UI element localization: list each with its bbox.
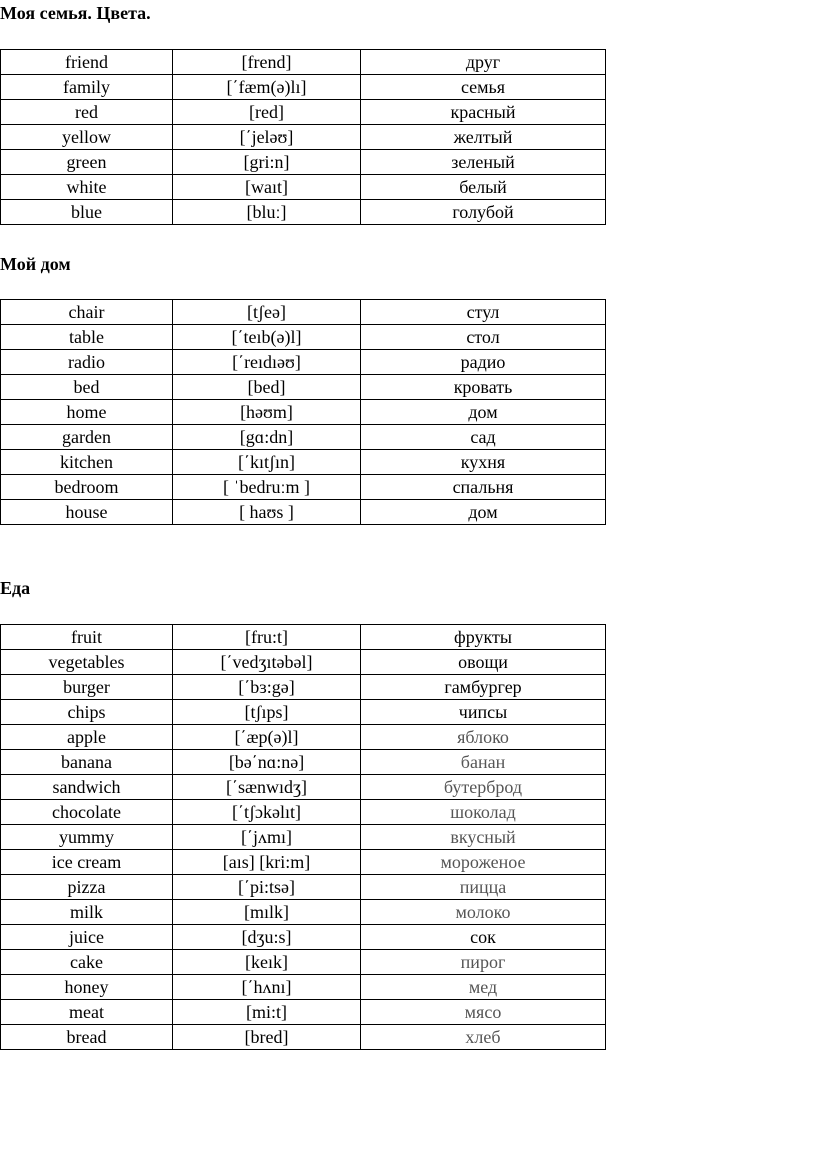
english-word-cell: banana	[1, 750, 173, 775]
russian-translation-cell: гамбургер	[361, 675, 606, 700]
transcription-cell: [tʃıps]	[173, 700, 361, 725]
russian-translation-cell: банан	[361, 750, 606, 775]
transcription-cell: [΄teıb(ə)l]	[173, 325, 361, 350]
russian-translation-cell: фрукты	[361, 625, 606, 650]
table-row	[1, 850, 606, 875]
russian-translation-cell: яблоко	[361, 725, 606, 750]
russian-translation-cell: бутерброд	[361, 775, 606, 800]
table-row	[1, 800, 606, 825]
transcription-cell: [΄fæm(ə)lı]	[173, 75, 361, 100]
english-word-cell: fruit	[1, 625, 173, 650]
transcription-cell: [frend]	[173, 50, 361, 75]
transcription-cell: [΄jʌmı]	[173, 825, 361, 850]
table-row	[1, 900, 606, 925]
russian-translation-cell: сад	[361, 425, 606, 450]
section-heading-family-colors: Моя семья. Цвета.	[0, 3, 151, 23]
english-word-cell: white	[1, 175, 173, 200]
table-row	[1, 775, 606, 800]
transcription-cell: [΄jeləʊ]	[173, 125, 361, 150]
table-row	[1, 150, 606, 175]
english-word-cell: kitchen	[1, 450, 173, 475]
table-row	[1, 100, 606, 125]
transcription-cell: [bə΄nɑ:nə]	[173, 750, 361, 775]
english-word-cell: pizza	[1, 875, 173, 900]
table-row	[1, 875, 606, 900]
russian-translation-cell: мед	[361, 975, 606, 1000]
table-row	[1, 1000, 606, 1025]
english-word-cell: meat	[1, 1000, 173, 1025]
russian-translation-cell: голубой	[361, 200, 606, 225]
table-row	[1, 450, 606, 475]
vocab-table-my-home	[0, 299, 606, 525]
english-word-cell: red	[1, 100, 173, 125]
section-heading-food: Еда	[0, 578, 31, 598]
transcription-cell: [΄reıdıəʊ]	[173, 350, 361, 375]
table-row	[1, 475, 606, 500]
english-word-cell: home	[1, 400, 173, 425]
english-word-cell: vegetables	[1, 650, 173, 675]
english-word-cell: chips	[1, 700, 173, 725]
english-word-cell: bread	[1, 1025, 173, 1050]
transcription-cell: [gɑ:dn]	[173, 425, 361, 450]
table-row	[1, 425, 606, 450]
english-word-cell: table	[1, 325, 173, 350]
transcription-cell: [΄pi:tsə]	[173, 875, 361, 900]
russian-translation-cell: вкусный	[361, 825, 606, 850]
vocab-table-family-colors	[0, 49, 606, 225]
table-row	[1, 650, 606, 675]
section-heading-my-home: Мой дом	[0, 254, 71, 274]
transcription-cell: [tʃeə]	[173, 300, 361, 325]
transcription-cell: [fru:t]	[173, 625, 361, 650]
table-row	[1, 925, 606, 950]
russian-translation-cell: зеленый	[361, 150, 606, 175]
english-word-cell: apple	[1, 725, 173, 750]
transcription-cell: [aıs] [kri:m]	[173, 850, 361, 875]
transcription-cell: [waıt]	[173, 175, 361, 200]
russian-translation-cell: дом	[361, 500, 606, 525]
english-word-cell: juice	[1, 925, 173, 950]
transcription-cell: [red]	[173, 100, 361, 125]
transcription-cell: [bed]	[173, 375, 361, 400]
english-word-cell: garden	[1, 425, 173, 450]
table-row	[1, 675, 606, 700]
russian-translation-cell: молоко	[361, 900, 606, 925]
russian-translation-cell: семья	[361, 75, 606, 100]
english-word-cell: burger	[1, 675, 173, 700]
russian-translation-cell: пицца	[361, 875, 606, 900]
russian-translation-cell: друг	[361, 50, 606, 75]
transcription-cell: [keık]	[173, 950, 361, 975]
russian-translation-cell: овощи	[361, 650, 606, 675]
table-row	[1, 625, 606, 650]
english-word-cell: green	[1, 150, 173, 175]
russian-translation-cell: чипсы	[361, 700, 606, 725]
transcription-cell: [gri:n]	[173, 150, 361, 175]
russian-translation-cell: радио	[361, 350, 606, 375]
russian-translation-cell: мясо	[361, 1000, 606, 1025]
transcription-cell: [ ˈbedruːm ]	[173, 475, 361, 500]
table-row	[1, 400, 606, 425]
transcription-cell: [bluː]	[173, 200, 361, 225]
english-word-cell: chocolate	[1, 800, 173, 825]
russian-translation-cell: мороженое	[361, 850, 606, 875]
transcription-cell: [dʒu:s]	[173, 925, 361, 950]
english-word-cell: yellow	[1, 125, 173, 150]
russian-translation-cell: белый	[361, 175, 606, 200]
russian-translation-cell: красный	[361, 100, 606, 125]
english-word-cell: family	[1, 75, 173, 100]
transcription-cell: [həʊm]	[173, 400, 361, 425]
russian-translation-cell: стол	[361, 325, 606, 350]
table-row	[1, 1025, 606, 1050]
russian-translation-cell: кухня	[361, 450, 606, 475]
table-row	[1, 700, 606, 725]
transcription-cell: [΄sænwıdʒ]	[173, 775, 361, 800]
russian-translation-cell: дом	[361, 400, 606, 425]
russian-translation-cell: шоколад	[361, 800, 606, 825]
russian-translation-cell: пирог	[361, 950, 606, 975]
vocab-table-food	[0, 624, 606, 1050]
transcription-cell: [΄hʌnı]	[173, 975, 361, 1000]
english-word-cell: house	[1, 500, 173, 525]
table-row	[1, 500, 606, 525]
russian-translation-cell: хлеб	[361, 1025, 606, 1050]
table-row	[1, 125, 606, 150]
table-row	[1, 50, 606, 75]
russian-translation-cell: сок	[361, 925, 606, 950]
russian-translation-cell: желтый	[361, 125, 606, 150]
english-word-cell: bed	[1, 375, 173, 400]
transcription-cell: [ haʊs ]	[173, 500, 361, 525]
table-row	[1, 175, 606, 200]
english-word-cell: chair	[1, 300, 173, 325]
table-row	[1, 975, 606, 1000]
transcription-cell: [mi:t]	[173, 1000, 361, 1025]
table-row	[1, 725, 606, 750]
table-row	[1, 300, 606, 325]
transcription-cell: [΄bɜ:gə]	[173, 675, 361, 700]
russian-translation-cell: стул	[361, 300, 606, 325]
transcription-cell: [mılk]	[173, 900, 361, 925]
english-word-cell: honey	[1, 975, 173, 1000]
table-row	[1, 375, 606, 400]
transcription-cell: [΄kıtʃın]	[173, 450, 361, 475]
transcription-cell: [bred]	[173, 1025, 361, 1050]
english-word-cell: friend	[1, 50, 173, 75]
table-row	[1, 750, 606, 775]
transcription-cell: [΄tʃɔkəlıt]	[173, 800, 361, 825]
english-word-cell: bedroom	[1, 475, 173, 500]
english-word-cell: radio	[1, 350, 173, 375]
english-word-cell: ice cream	[1, 850, 173, 875]
english-word-cell: blue	[1, 200, 173, 225]
transcription-cell: [΄vedʒıtəbəl]	[173, 650, 361, 675]
transcription-cell: [΄æp(ə)l]	[173, 725, 361, 750]
table-row	[1, 950, 606, 975]
russian-translation-cell: спальня	[361, 475, 606, 500]
english-word-cell: milk	[1, 900, 173, 925]
table-row	[1, 825, 606, 850]
russian-translation-cell: кровать	[361, 375, 606, 400]
english-word-cell: yummy	[1, 825, 173, 850]
english-word-cell: cake	[1, 950, 173, 975]
table-row	[1, 350, 606, 375]
table-row	[1, 325, 606, 350]
english-word-cell: sandwich	[1, 775, 173, 800]
table-row	[1, 75, 606, 100]
table-row	[1, 200, 606, 225]
